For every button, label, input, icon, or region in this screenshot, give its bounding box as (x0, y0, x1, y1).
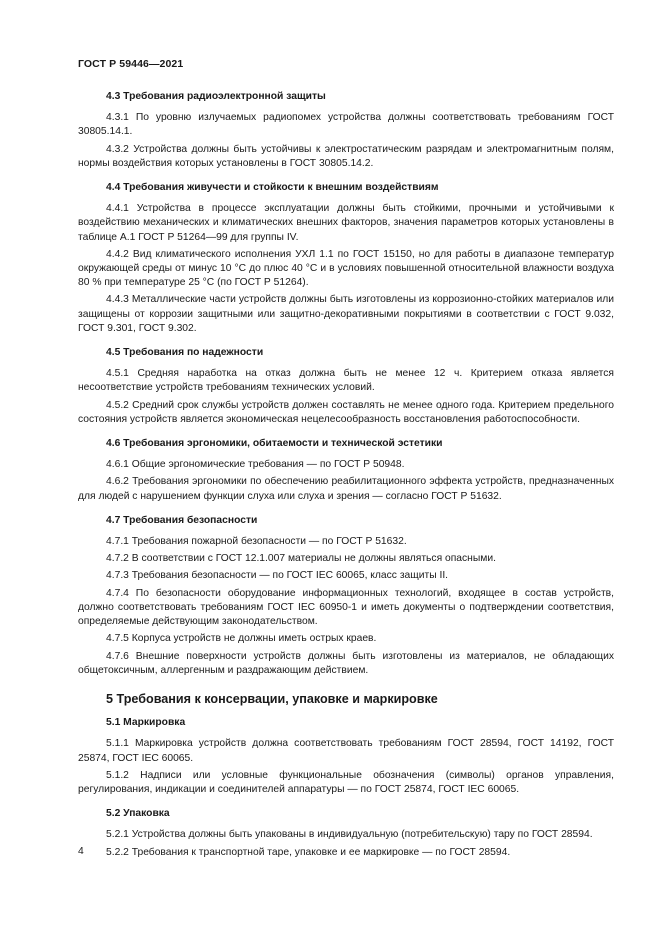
paragraph-4-4-3: 4.4.3 Металлические части устройств должны быть изготовлены из коррозионно-стойких материалов или защищены от коррозии защитными или защитно-декоративными покрытиями в соответствии с ГОСТ 9.032, ГОСТ 9.301, ГОСТ 9.302. (78, 294, 614, 334)
paragraph-5-2-2: 5.2.2 Требования к транспортной таре, упаковке и ее маркировке — по ГОСТ 28594. (106, 846, 511, 858)
paragraph-4-7-3: 4.7.3 Требования безопасности — по ГОСТ IEC 60065, класс защиты II. (106, 570, 449, 582)
paragraph-4-7-5: 4.7.5 Корпуса устройств не должны иметь острых краев. (106, 633, 377, 645)
document-body (78, 90, 614, 863)
paragraph-4-3-1: 4.3.1 По уровню излучаемых радиопомех устройства должны соответствовать требованиям ГОСТ 30805.14.1. (78, 112, 614, 138)
paragraph-4-7-6: 4.7.6 Внешние поверхности устройств должны быть изготовлены из материалов, не обладающих общетоксичным, аллергенным и раздражающим действием. (78, 650, 614, 676)
paragraph-5-2-1: 5.2.1 Устройства должны быть упакованы в индивидуальную (потребительскую) тару по ГОСТ 28594. (106, 829, 593, 841)
paragraph-4-7-1: 4.7.1 Требования пожарной безопасности — по ГОСТ Р 51632. (106, 536, 407, 548)
section-heading-5-2: 5.2 Упаковка (106, 808, 170, 820)
chapter-heading-5: 5 Требования к консервации, упаковке и маркировке (106, 691, 438, 706)
paragraph-5-1-2: 5.1.2 Надписи или условные функциональные обозначения (символы) органов управления, регулирования, индикации и соединителей аппаратуры — по ГОСТ 25874, ГОСТ IEC 60065. (78, 769, 614, 795)
paragraph-4-5-1: 4.5.1 Средняя наработка на отказ должна быть не менее 12 ч. Критерием отказа является несоответствие устройств требованиям технических условий. (78, 368, 614, 394)
paragraph-5-1-1: 5.1.1 Маркировка устройств должна соответствовать требованиям ГОСТ 28594, ГОСТ 14192, ГОСТ 25874, ГОСТ IEC 60065. (78, 738, 614, 764)
paragraph-4-4-1: 4.4.1 Устройства в процессе эксплуатации должны быть стойкими, прочными и устойчивыми к воздействию механических и климатических внешних факторов, значения параметров которых установлены в таблице А.1 ГОСТ Р 51264—99 для группы IV. (78, 203, 614, 243)
paragraph-4-6-2: 4.6.2 Требования эргономики по обеспечению реабилитационного эффекта устройств, предназначенных для людей с нарушением функции слуха или слуха и зрения — согласно ГОСТ Р 51632. (78, 476, 614, 502)
page-header-doc-id: ГОСТ Р 59446—2021 (78, 58, 184, 70)
paragraph-4-7-4: 4.7.4 По безопасности оборудование информационных технологий, входящее в состав устройств, должно соответствовать требованиям ГОСТ IEC 60950-1 и иметь документы о подтверждении соответствия, определяемые действующим законодательством. (78, 587, 614, 628)
paragraph-4-5-2: 4.5.2 Средний срок службы устройств должен составлять не менее одного года. Критерием предельного состояния устройств является экономическая нецелесообразность восстановления работоспособности. (78, 399, 614, 425)
section-heading-4-5: 4.5 Требования по надежности (106, 347, 264, 359)
section-heading-4-3: 4.3 Требования радиоэлектронной защиты (106, 91, 326, 102)
paragraph-4-6-1: 4.6.1 Общие эргономические требования — по ГОСТ Р 50948. (106, 459, 405, 471)
page-number: 4 (78, 846, 84, 857)
paragraph-4-4-2: 4.4.2 Вид климатического исполнения УХЛ 1.1 по ГОСТ 15150, но для работы в диапазоне температур окружающей среды от минус 10 °С до плюс 40 °С и в условиях повышенной относительной влажности воздуха 80 % при температуре 25 °С (по ГОСТ Р 51264). (78, 248, 614, 289)
section-heading-5-1: 5.1 Маркировка (106, 717, 186, 729)
paragraph-4-3-2: 4.3.2 Устройства должны быть устойчивы к электростатическим разрядам и электромагнитным полям, нормы воздействия которых установлены в ГОСТ 30805.14.2. (78, 143, 614, 169)
paragraph-4-7-2: 4.7.2 В соответствии с ГОСТ 12.1.007 материалы не должны являться опасными. (106, 553, 496, 565)
section-heading-4-6: 4.6 Требования эргономики, обитаемости и технической эстетики (106, 438, 443, 450)
section-heading-4-4: 4.4 Требования живучести и стойкости к внешним воздействиям (106, 182, 439, 194)
section-heading-4-7: 4.7 Требования безопасности (106, 514, 258, 526)
